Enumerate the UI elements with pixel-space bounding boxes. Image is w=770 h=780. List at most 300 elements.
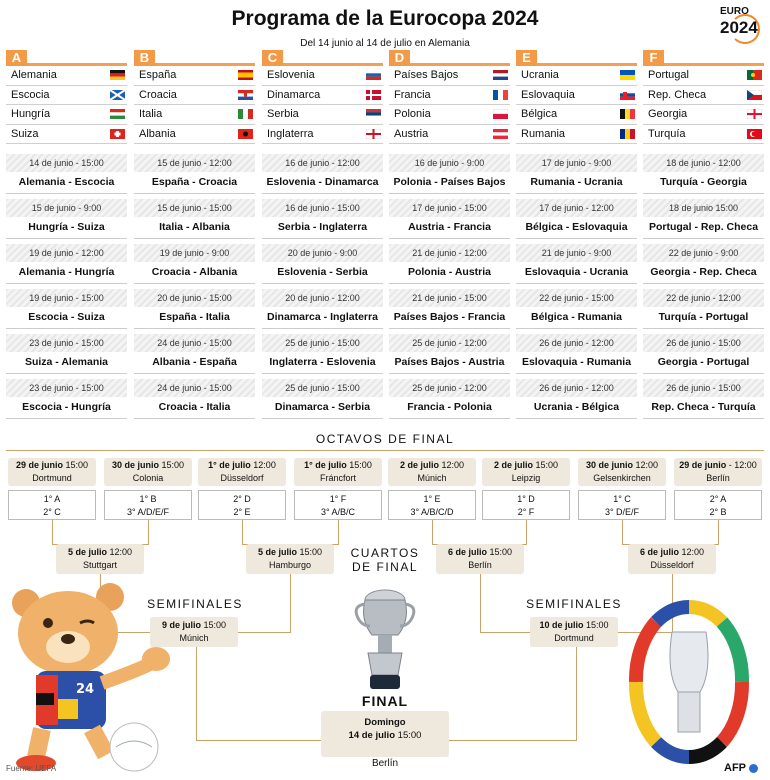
match-teams: Georgia - Rep. Checa <box>643 262 764 284</box>
semifinal-2-date: 10 de julio <box>539 620 584 630</box>
r16-city: Berlín <box>706 473 730 483</box>
r16-date: 1° de julio <box>304 460 347 470</box>
logo-line-1: EURO <box>720 6 749 17</box>
romania-flag-icon <box>620 129 635 139</box>
italy-flag-icon <box>238 109 253 119</box>
group-letter: F <box>643 50 664 66</box>
match-date: 26 de junio - 15:00 <box>643 379 764 397</box>
round-of-16-match-info <box>482 458 570 486</box>
france-flag-icon <box>493 90 508 100</box>
round-of-16-teams <box>388 490 476 520</box>
group-match <box>6 244 127 284</box>
group-match <box>262 289 383 329</box>
match-date: 26 de junio - 12:00 <box>516 379 637 397</box>
group-match <box>643 199 764 239</box>
quarterfinal-3 <box>436 544 524 574</box>
r16-time: - 12:00 <box>728 460 757 470</box>
final-day: Domingo <box>364 717 406 728</box>
team-name: Serbia <box>267 108 299 121</box>
team-name: Austria <box>394 127 429 140</box>
team-row <box>262 105 383 125</box>
match-date: 17 de junio - 15:00 <box>389 199 510 217</box>
round-of-16-match-info <box>294 458 382 486</box>
ukraine-flag-icon <box>620 70 635 80</box>
match-date: 22 de junio - 9:00 <box>643 244 764 262</box>
r16-time: 12:00 <box>253 460 276 470</box>
match-date: 16 de junio - 12:00 <box>262 154 383 172</box>
hungary-flag-icon <box>110 109 125 119</box>
source-note: Fuente: UEFA <box>6 764 57 773</box>
team-name: Rumania <box>521 127 566 140</box>
match-teams: Suiza - Alemania <box>6 352 127 374</box>
r16-city: Düsseldorf <box>220 473 264 483</box>
team-row <box>389 66 510 86</box>
group-match <box>516 379 637 419</box>
group-f <box>643 50 764 144</box>
round-of-16-match-info <box>8 458 96 486</box>
qf-date: 5 de julio <box>67 547 107 557</box>
r16-time: 15:00 <box>535 460 559 470</box>
team-row <box>389 125 510 145</box>
austria-flag-icon <box>493 129 508 139</box>
final-date: 14 de julio <box>348 730 396 741</box>
match-date: 25 de junio - 12:00 <box>389 334 510 352</box>
group-header <box>389 50 510 66</box>
team-row <box>516 86 637 106</box>
england-flag-icon <box>366 129 381 139</box>
qf-time: 15:00 <box>489 547 513 557</box>
match-teams: Turquía - Portugal <box>643 307 764 329</box>
group-letter: D <box>389 50 410 66</box>
team-row <box>262 125 383 145</box>
team-name: Rep. Checa <box>648 88 707 101</box>
match-teams: Polonia - Países Bajos <box>389 172 510 194</box>
qf-date: 5 de julio <box>257 547 297 557</box>
team-row <box>516 105 637 125</box>
match-teams: Croacia - Italia <box>134 397 255 419</box>
group-c <box>262 50 383 144</box>
group-header <box>262 50 383 66</box>
group-match <box>389 334 510 374</box>
r16-city: Colonia <box>132 473 164 483</box>
team-name: Inglaterra <box>267 127 314 140</box>
r16-city: Leipzig <box>511 473 541 483</box>
r16-team-1: 2° A <box>709 494 727 504</box>
r16-time: 12:00 <box>441 460 465 470</box>
semifinal-2 <box>530 617 618 647</box>
r16-team-2: 2° C <box>43 507 61 517</box>
match-teams: Países Bajos - Francia <box>389 307 510 329</box>
match-teams: España - Croacia <box>134 172 255 194</box>
germany-flag-icon <box>110 70 125 80</box>
group-match <box>6 334 127 374</box>
round-of-16-teams <box>8 490 96 520</box>
match-teams: Austria - Francia <box>389 217 510 239</box>
group-match <box>643 379 764 419</box>
qf-time: 15:00 <box>299 547 323 557</box>
match-teams: Albania - España <box>134 352 255 374</box>
group-match <box>516 244 637 284</box>
match-teams: Escocia - Hungría <box>6 397 127 419</box>
team-name: Turquía <box>648 127 686 140</box>
svg-text:24: 24 <box>76 682 95 697</box>
round-of-16-teams <box>482 490 570 520</box>
team-name: Ucrania <box>521 69 559 82</box>
group-header <box>643 50 764 66</box>
team-name: Alemania <box>11 69 57 82</box>
r16-team-2: 2° F <box>517 507 535 517</box>
round-of-16-match-info <box>578 458 666 486</box>
group-letter: C <box>262 50 283 66</box>
r16-team-1: 1° D <box>517 494 535 504</box>
match-teams: Eslovenia - Dinamarca <box>262 172 383 194</box>
round-of-16-teams <box>104 490 192 520</box>
team-row <box>643 86 764 106</box>
match-date: 26 de junio - 12:00 <box>516 334 637 352</box>
final-title: FINAL <box>361 693 409 709</box>
match-teams: Hungría - Suiza <box>6 217 127 239</box>
team-row <box>134 86 255 106</box>
group-header <box>134 50 255 66</box>
match-teams: Eslovaquia - Ucrania <box>516 262 637 284</box>
group-e <box>516 50 637 144</box>
croatia-flag-icon <box>238 90 253 100</box>
r16-city: Múnich <box>417 473 447 483</box>
match-date: 14 de junio - 15:00 <box>6 154 127 172</box>
team-row <box>643 105 764 125</box>
match-date: 15 de junio - 9:00 <box>6 199 127 217</box>
round-of-16-teams <box>294 490 382 520</box>
qf-date: 6 de julio <box>447 547 487 557</box>
team-name: Dinamarca <box>267 88 321 101</box>
r16-team-2: 3° A/D/E/F <box>126 507 170 517</box>
quarterfinal-1 <box>56 544 144 574</box>
semifinals-title-right: SEMIFINALES <box>524 597 624 611</box>
page-subtitle: Del 14 junio al 14 de julio en Alemania <box>300 38 470 49</box>
r16-team-2: 3° A/B/C/D <box>410 507 454 517</box>
match-teams: Francia - Polonia <box>389 397 510 419</box>
team-row <box>389 86 510 106</box>
round-of-16-match-info <box>104 458 192 486</box>
belgium-flag-icon <box>620 109 635 119</box>
match-date: 15 de junio - 15:00 <box>134 199 255 217</box>
albania-flag-icon <box>238 129 253 139</box>
team-name: Portugal <box>648 69 689 82</box>
page-title: Programa de la Eurocopa 2024 <box>231 7 539 30</box>
round-of-16-match-info <box>388 458 476 486</box>
round-of-16-match-info <box>674 458 762 486</box>
match-teams: España - Italia <box>134 307 255 329</box>
match-date: 24 de junio - 15:00 <box>134 379 255 397</box>
group-match <box>516 289 637 329</box>
team-name: Eslovaquia <box>521 88 575 101</box>
team-row <box>516 66 637 86</box>
team-row <box>643 66 764 86</box>
group-match <box>262 154 383 194</box>
switzerland-flag-icon <box>110 129 125 139</box>
match-date: 20 de junio - 12:00 <box>262 289 383 307</box>
r16-city: Dortmund <box>32 473 72 483</box>
semifinal-1-city: Múnich <box>179 633 209 643</box>
group-match <box>262 199 383 239</box>
qf-city: Stuttgart <box>82 560 118 570</box>
group-match <box>643 154 764 194</box>
team-row <box>134 66 255 86</box>
match-date: 21 de junio - 12:00 <box>389 244 510 262</box>
group-letter: B <box>134 50 155 66</box>
tournament-emblem-illustration <box>616 592 762 772</box>
agency-label: AFP <box>724 762 746 774</box>
match-date: 21 de junio - 15:00 <box>389 289 510 307</box>
logo-line-2: 2024 <box>720 18 758 37</box>
group-match <box>6 379 127 419</box>
semifinal-2-time: 15:00 <box>586 620 609 630</box>
team-name: Italia <box>139 108 163 121</box>
r16-date: 2 de julio <box>399 460 439 470</box>
qf-city: Düsseldorf <box>650 560 694 570</box>
match-date: 24 de junio - 15:00 <box>134 334 255 352</box>
round-of-16-title: OCTAVOS DE FINAL <box>310 432 460 446</box>
quarterfinals-title-line-2: DE FINAL <box>351 560 418 574</box>
match-teams: Dinamarca - Inglaterra <box>262 307 383 329</box>
group-d <box>389 50 510 144</box>
quarterfinal-4 <box>628 544 716 574</box>
group-match <box>262 244 383 284</box>
team-name: Croacia <box>139 88 177 101</box>
poland-flag-icon <box>493 109 508 119</box>
group-match <box>389 379 510 419</box>
group-match <box>389 289 510 329</box>
r16-date: 1° de julio <box>208 460 251 470</box>
match-teams: Inglaterra - Eslovenia <box>262 352 383 374</box>
group-match <box>516 199 637 239</box>
r16-team-1: 1° E <box>423 494 441 504</box>
match-date: 21 de junio - 9:00 <box>516 244 637 262</box>
group-match <box>134 379 255 419</box>
quarterfinals-title-line-1: CUARTOS <box>350 546 420 560</box>
group-match <box>134 154 255 194</box>
match-teams: Países Bajos - Austria <box>389 352 510 374</box>
group-match <box>643 334 764 374</box>
match-date: 18 de junio 15:00 <box>643 199 764 217</box>
agency-dot-icon <box>749 764 758 773</box>
match-teams: Georgia - Portugal <box>643 352 764 374</box>
team-name: Albania <box>139 127 176 140</box>
match-date: 17 de junio - 12:00 <box>516 199 637 217</box>
r16-time: 12:00 <box>635 460 659 470</box>
match-teams: Dinamarca - Serbia <box>262 397 383 419</box>
r16-date: 30 de junio <box>585 460 633 470</box>
team-row <box>262 66 383 86</box>
team-row <box>6 66 127 86</box>
match-teams: Portugal - Rep. Checa <box>643 217 764 239</box>
team-row <box>134 105 255 125</box>
group-match <box>262 334 383 374</box>
final-match <box>321 711 449 757</box>
match-teams: Polonia - Austria <box>389 262 510 284</box>
r16-time: 15:00 <box>65 460 89 470</box>
r16-time: 15:00 <box>349 460 372 470</box>
match-date: 19 de junio - 9:00 <box>134 244 255 262</box>
match-teams: Croacia - Albania <box>134 262 255 284</box>
match-date: 15 de junio - 12:00 <box>134 154 255 172</box>
match-teams: Escocia - Suiza <box>6 307 127 329</box>
semifinals-title-left: SEMIFINALES <box>145 597 245 611</box>
r16-team-1: 2° D <box>233 494 251 504</box>
match-date: 20 de junio - 15:00 <box>134 289 255 307</box>
slovenia-flag-icon <box>366 70 381 80</box>
r16-date: 2 de julio <box>493 460 533 470</box>
group-match <box>134 199 255 239</box>
group-match <box>134 334 255 374</box>
group-match <box>389 244 510 284</box>
group-match <box>6 154 127 194</box>
match-teams: Eslovenia - Serbia <box>262 262 383 284</box>
match-date: 19 de junio - 12:00 <box>6 244 127 262</box>
team-name: Escocia <box>11 88 50 101</box>
match-date: 22 de junio - 12:00 <box>643 289 764 307</box>
match-teams: Bélgica - Eslovaquia <box>516 217 637 239</box>
match-date: 19 de junio - 15:00 <box>6 289 127 307</box>
r16-city: Gelsenkirchen <box>593 473 651 483</box>
match-teams: Rumania - Ucrania <box>516 172 637 194</box>
match-teams: Serbia - Inglaterra <box>262 217 383 239</box>
georgia-flag-icon <box>747 109 762 119</box>
group-letter: A <box>6 50 27 66</box>
czechia-flag-icon <box>747 90 762 100</box>
team-row <box>262 86 383 106</box>
group-match <box>389 199 510 239</box>
match-date: 25 de junio - 15:00 <box>262 379 383 397</box>
r16-team-2: 3° D/E/F <box>604 507 640 517</box>
team-row <box>516 125 637 145</box>
qf-city: Hamburgo <box>268 560 312 570</box>
qf-time: 12:00 <box>109 547 133 557</box>
r16-team-2: 2° E <box>233 507 251 517</box>
r16-date: 30 de junio <box>111 460 159 470</box>
match-date: 23 de junio - 15:00 <box>6 379 127 397</box>
team-name: Eslovenia <box>267 69 315 82</box>
trophy-illustration <box>352 580 418 692</box>
match-date: 23 de junio - 15:00 <box>6 334 127 352</box>
match-teams: Ucrania - Bélgica <box>516 397 637 419</box>
match-date: 25 de junio - 15:00 <box>262 334 383 352</box>
r16-team-2: 2° B <box>709 507 727 517</box>
qf-date: 6 de julio <box>639 547 679 557</box>
team-row <box>6 105 127 125</box>
group-match <box>516 334 637 374</box>
team-name: Hungría <box>11 108 51 121</box>
group-b <box>134 50 255 144</box>
portugal-flag-icon <box>747 70 762 80</box>
match-date: 16 de junio - 15:00 <box>262 199 383 217</box>
r16-team-1: 1° F <box>329 494 347 504</box>
spain-flag-icon <box>238 70 253 80</box>
semifinal-1-time: 15:00 <box>203 620 227 630</box>
group-match <box>134 289 255 329</box>
team-row <box>6 125 127 145</box>
final-city: Berlín <box>371 758 399 769</box>
group-match <box>262 379 383 419</box>
quarterfinal-2 <box>246 544 334 574</box>
match-teams: Alemania - Escocia <box>6 172 127 194</box>
round-of-16-teams <box>198 490 286 520</box>
match-teams: Bélgica - Rumania <box>516 307 637 329</box>
semifinal-1-date: 9 de julio <box>161 620 201 630</box>
team-name: Suiza <box>11 127 39 140</box>
group-letter: E <box>516 50 537 66</box>
group-match <box>643 289 764 329</box>
mascot-bear-illustration <box>6 575 178 775</box>
team-name: Bélgica <box>521 108 558 121</box>
group-match <box>389 154 510 194</box>
round-of-16-match-info <box>198 458 286 486</box>
netherlands-flag-icon <box>493 70 508 80</box>
match-date: 26 de junio - 15:00 <box>643 334 764 352</box>
match-teams: Italia - Albania <box>134 217 255 239</box>
match-teams: Alemania - Hungría <box>6 262 127 284</box>
euro-2024-logo <box>718 6 764 40</box>
serbia-flag-icon <box>366 109 381 119</box>
group-match <box>6 199 127 239</box>
group-a <box>6 50 127 144</box>
group-match <box>516 154 637 194</box>
quarterfinals-title <box>347 546 423 574</box>
team-name: Georgia <box>648 108 688 121</box>
match-date: 16 de junio - 9:00 <box>389 154 510 172</box>
match-date: 25 de junio - 12:00 <box>389 379 510 397</box>
qf-city: Berlín <box>468 560 492 570</box>
team-row <box>389 105 510 125</box>
team-name: Polonia <box>394 108 431 121</box>
scotland-flag-icon <box>110 90 125 100</box>
agency-logo <box>724 762 758 774</box>
group-match <box>643 244 764 284</box>
team-name: Países Bajos <box>394 69 459 82</box>
round-of-16-teams <box>578 490 666 520</box>
match-date: 18 de junio - 12:00 <box>643 154 764 172</box>
denmark-flag-icon <box>366 90 381 100</box>
group-header <box>516 50 637 66</box>
match-date: 20 de junio - 9:00 <box>262 244 383 262</box>
group-match <box>6 289 127 329</box>
round-of-16-teams <box>674 490 762 520</box>
group-match <box>134 244 255 284</box>
r16-team-2: 3° A/B/C <box>320 507 356 517</box>
qf-time: 12:00 <box>681 547 705 557</box>
match-teams: Turquía - Georgia <box>643 172 764 194</box>
group-header <box>6 50 127 66</box>
r16-team-1: 1° A <box>43 494 61 504</box>
team-row <box>643 125 764 145</box>
match-date: 22 de junio - 15:00 <box>516 289 637 307</box>
r16-date: 29 de junio <box>15 460 63 470</box>
r16-time: 15:00 <box>161 460 185 470</box>
match-date: 17 de junio - 9:00 <box>516 154 637 172</box>
r16-team-1: 1° C <box>613 494 631 504</box>
r16-team-1: 1° B <box>139 494 157 504</box>
r16-city: Fráncfort <box>319 473 356 483</box>
match-teams: Eslovaquia - Rumania <box>516 352 637 374</box>
final-time: 15:00 <box>397 730 422 741</box>
team-name: Francia <box>394 88 431 101</box>
team-row <box>134 125 255 145</box>
slovakia-flag-icon <box>620 90 635 100</box>
match-teams: Rep. Checa - Turquía <box>643 397 764 419</box>
r16-date: 29 de junio <box>679 460 727 470</box>
team-name: España <box>139 69 177 82</box>
team-row <box>6 86 127 106</box>
